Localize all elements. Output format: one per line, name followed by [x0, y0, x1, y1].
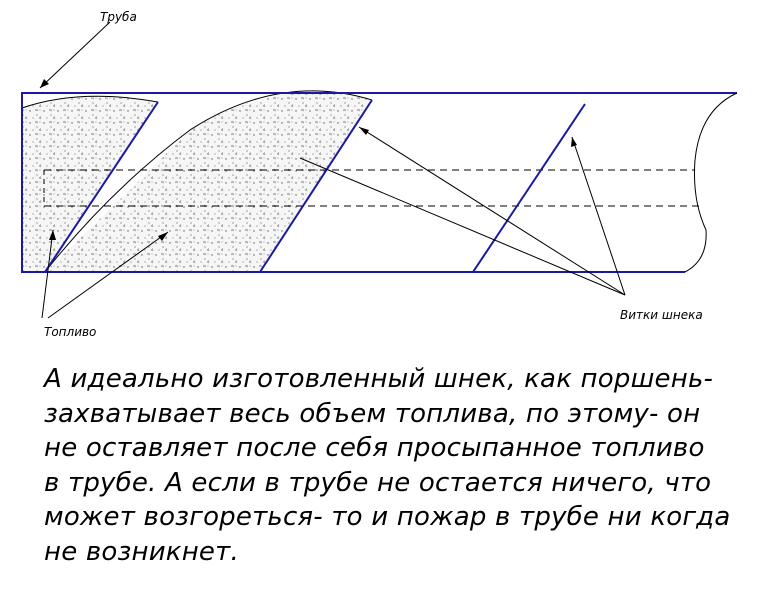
- auger-leader-line-2: [300, 158, 625, 295]
- auger-leader-arrowhead-1: [359, 127, 369, 135]
- auger-leader-arrowhead-3: [571, 137, 577, 147]
- caption-line-3: не оставляет после себя просыпанное топливо: [44, 433, 705, 463]
- auger-turns-label: Витки шнека: [620, 308, 703, 322]
- caption-line-2: захватывает весь объем топлива, по этому- он: [44, 398, 701, 429]
- auger-turn-3: [473, 104, 585, 272]
- caption-line-6: не возникнет.: [44, 536, 239, 567]
- caption-line-4: в трубе. А если в трубе не остается ничего, что: [44, 467, 712, 498]
- pipe-leader-line: [40, 22, 110, 88]
- caption-line-5: может возгореться- то и пожар в трубе ни когда: [44, 502, 731, 532]
- pipe-break-line: [685, 93, 737, 272]
- fuel-label: Топливо: [44, 325, 97, 339]
- auger-leader-line-1: [359, 127, 625, 295]
- caption-line-1: А идеально изготовленный шнек, как поршень-: [44, 364, 714, 394]
- caption-text: [44, 362, 774, 569]
- pipe-label: Труба: [100, 10, 137, 24]
